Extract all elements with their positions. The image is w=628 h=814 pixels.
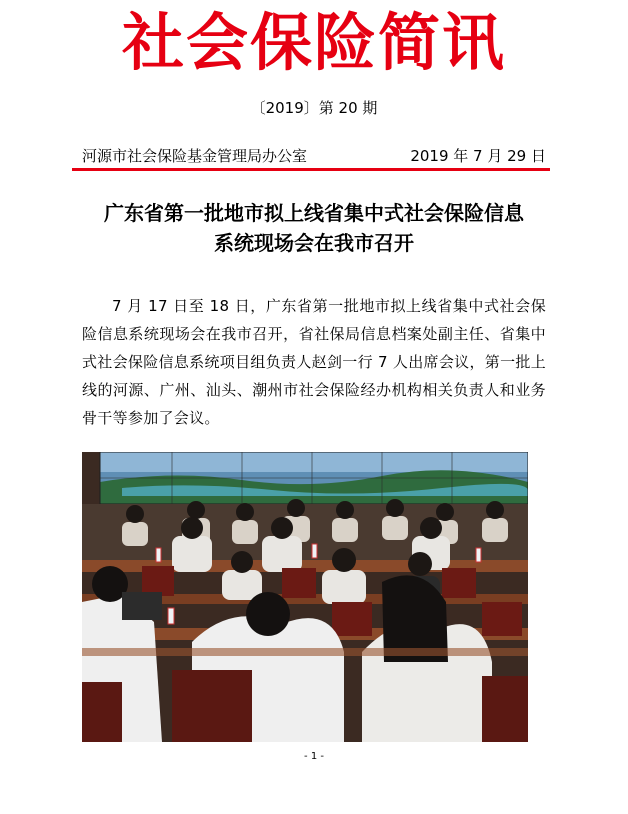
meeting-photo [82, 452, 528, 742]
article-title [60, 198, 568, 258]
issuing-organization: 河源市社会保险基金管理局办公室 [82, 147, 308, 165]
issue-number: 〔2019〕第 20 期 [250, 99, 378, 117]
article-title-line-2: 系统现场会在我市召开 [214, 231, 414, 255]
red-divider-line [72, 168, 550, 171]
masthead-title: 社会保险简讯 [121, 6, 506, 79]
article-paragraph: 7 月 17 日至 18 日，广东省第一批地市拟上线省集中式社会保险信息系统现场会在我市召开，省社保局信息档案处副主任、省集中式社会保险信息系统项目组负责人赵剑一行 7 人出席会议，第一批上线的河源、广州、汕头、潮州市社会保险经办机构相关负责人和业务骨干等参加了会议。 [82, 297, 546, 427]
article-title-line-1: 广东省第一批地市拟上线省集中式社会保险信息 [104, 201, 524, 225]
issue-date: 2019 年 7 月 29 日 [410, 147, 546, 165]
page-number: - 1 - [304, 751, 324, 762]
